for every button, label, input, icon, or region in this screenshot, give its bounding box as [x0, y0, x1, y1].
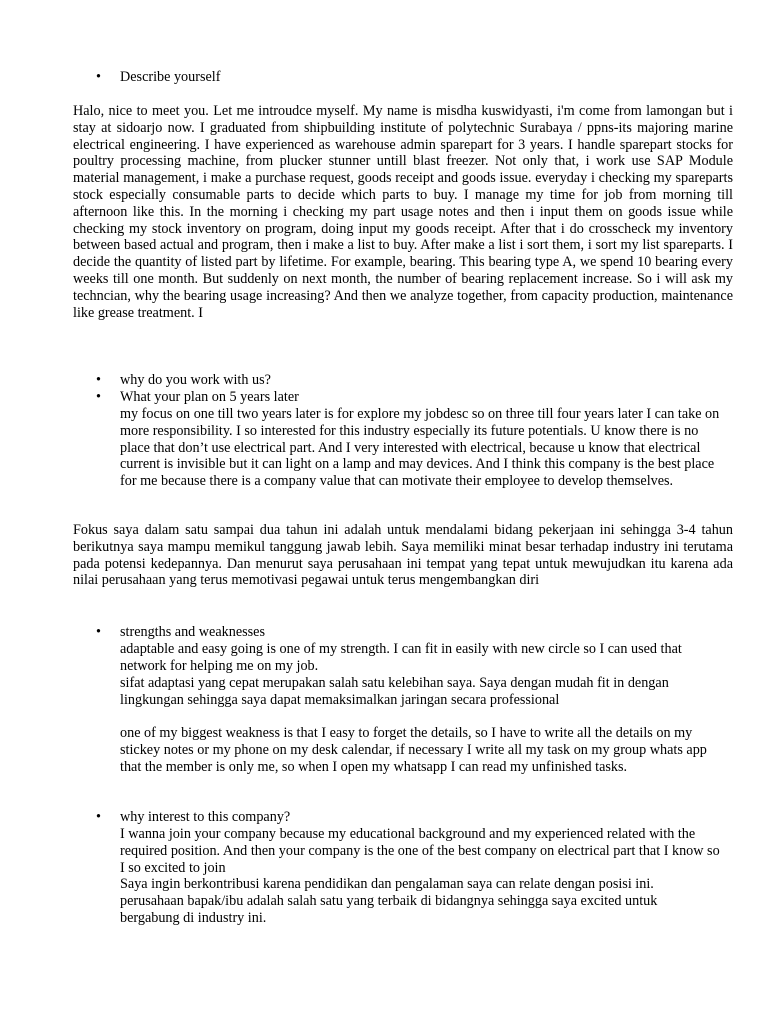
question-describe-yourself: Describe yourself	[120, 69, 221, 85]
answer-five-year-plan-english: my focus on one till two years later is for explore my jobdesc so on three till four years later I can take on more responsibility. I so interested for this industry especially its future potentials. U know there is no place that don’t use electrical part. And I very interested with electrical, because u know that electrical current is invisible but it can light on a lamp and may devices. And I think this company is the best place for me because there is a company value that can motivate their employee to develop themselves.	[120, 406, 720, 490]
answer-interest-indonesian: Saya ingin berkontribusi karena pendidikan dan pengalaman saya can relate dengan posisi ini. perusahaan bapak/ibu adalah salah satu yang terbaik di bidangnya sehingga saya excited untuk bergabung di industry ini.	[120, 876, 658, 926]
paragraph-five-year-plan-indonesian: Fokus saya dalam satu sampai dua tahun ini adalah untuk mendalami bidang pekerjaan ini sehingga 3-4 tahun berikutnya saya mampu memikul tanggung jawab lebih. Saya memiliki minat besar terhadap industry ini terutama pada potensi kedepannya. Dan menurut saya perusahaan ini tempat yang tepat untuk mewujudkan itu karena ada nilai perusahaan yang terus memotivasi pegawai untuk terus mengembangkan diri	[73, 522, 733, 589]
bullet-icon: •	[96, 809, 101, 825]
question-five-year-plan: What your plan on 5 years later	[120, 389, 299, 405]
bullet-icon: •	[96, 372, 101, 388]
question-strengths-weaknesses: strengths and weaknesses	[120, 624, 265, 640]
paragraph-self-introduction: Halo, nice to meet you. Let me introudce myself. My name is misdha kuswidyasti, i'm come from lamongan but i stay at sidoarjo now. I graduated from shipbuilding institute of polytechnic Surabaya / ppns-its majoring marine electrical engineering. I have experienced as warehouse admin sparepart for 3 years. I handle sparepart stocks for poultry processing machine, from plucker stunner untill blast freezer. Not only that, i work use SAP Module material management, i make a purchase request, goods receipt and goods issue. everyday i checking my spareparts stock especially consumable parts to decide which parts to buy. I manage my time for job from morning till afternoon like this. In the morning i checking my part usage notes and then i input them on goods issue while checking my stock inventory on program, doing input my goods receipt. After that i do crosscheck my inventory between based actual and program, then i make a list to buy. After make a list i sort them, i sort my list spareparts. I decide the quantity of listed part by lifetime. For example, bearing. This bearing type A, we spend 10 bearing every weeks till one month. But suddenly on next month, the number of bearing replacement increase. So i will ask my techncian, why the bearing usage increasing? And then we analyze together, from capacity production, maintenance like grease treatment. I	[73, 103, 733, 321]
question-why-interest-company: why interest to this company?	[120, 809, 291, 825]
question-why-work-with-us: why do you work with us?	[120, 372, 271, 388]
answer-interest-english: I wanna join your company because my educational background and my experienced related with the required position. And then your company is the one of the best company on electrical part that I know so I so excited to join	[120, 826, 720, 876]
answer-strength-indonesian: sifat adaptasi yang cepat merupakan salah satu kelebihan saya. Saya dengan mudah fit in dengan lingkungan sehingga saya dapat memaksimalkan jaringan secara professional	[120, 675, 669, 708]
bullet-icon: •	[96, 624, 101, 640]
bullet-icon: •	[96, 69, 101, 85]
answer-strength-english: adaptable and easy going is one of my strength. I can fit in easily with new circle so I can used that network for helping me on my job.	[120, 641, 682, 674]
answer-weakness-english: one of my biggest weakness is that I easy to forget the details, so I have to write all the details on my stickey notes or my phone on my desk calendar, if necessary I write all my task on my group whats app that the member is only me, so when I open my whatsapp I can read my unfinished tasks.	[120, 725, 707, 775]
bullet-icon: •	[96, 389, 101, 405]
